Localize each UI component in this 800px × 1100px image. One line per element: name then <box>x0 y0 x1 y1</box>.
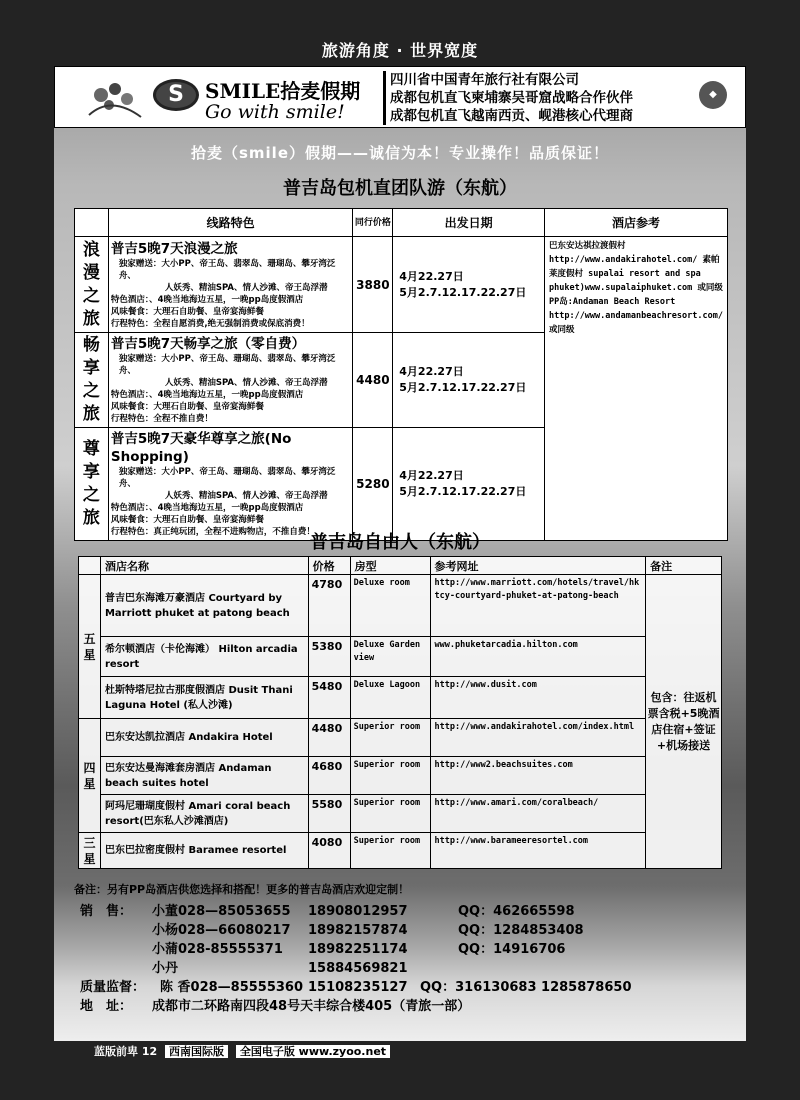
route-price: 4480 <box>353 333 393 428</box>
contact-row <box>80 902 632 921</box>
contact-qq: QQ：462665598 <box>458 904 575 919</box>
date-line: 4月22.27日 <box>399 269 464 283</box>
table-row <box>79 637 722 677</box>
contact-name: 小丹 <box>152 961 179 976</box>
contact-row <box>80 959 632 978</box>
ad-panel <box>54 66 746 1041</box>
hotel-url[interactable]: http://www.barameeresortel.com <box>430 833 646 869</box>
contact-row <box>80 940 632 959</box>
flower-decoration-icon <box>81 75 151 123</box>
contact-phone: 18908012957 <box>308 904 408 919</box>
room-type: Superior room <box>350 833 430 869</box>
star-category: 三星 <box>79 833 101 869</box>
contact-name: 小杨028—66080217 <box>152 923 291 938</box>
header-url: 参考网址 <box>430 557 646 575</box>
hotel-reference: 巴东安达祺拉渡假村 http://www.andakirahotel.com/ 素帕莱度假村 supalai resort and spa phuket)www.supalaiphuket.com 或同级 PP岛:Andaman Beach Resort http://www.andamanbeachresort.com/或同级 <box>544 237 727 541</box>
issue-label: 蓝版前卑 12 <box>94 1045 158 1058</box>
room-type: Superior room <box>350 719 430 757</box>
room-type: Deluxe room <box>350 575 430 637</box>
footer-note: 备注：另有PP岛酒店供您选择和搭配！更多的普吉岛酒店欢迎定制！ <box>74 883 410 896</box>
route-line: 独家赠送：大小PP、帝王岛、珊瑚岛、翡翠岛、攀牙湾泛舟、 <box>118 467 336 489</box>
hotel-price: 4480 <box>308 719 350 757</box>
contact-row <box>80 997 632 1016</box>
website-link[interactable]: 全国电子版 www.zyoo.net <box>236 1045 390 1058</box>
table-header-row <box>75 209 728 237</box>
contact-label: 销 售： <box>80 904 133 919</box>
room-type: Deluxe Lagoon <box>350 677 430 719</box>
hotel-price: 5380 <box>308 637 350 677</box>
contact-phone: 18982251174 <box>308 942 408 957</box>
route-dates <box>393 333 545 428</box>
brand-header <box>54 66 746 128</box>
contact-row <box>80 978 632 997</box>
hotel-url[interactable]: http://www.marriott.com/hotels/travel/hktcy-courtyard-phuket-at-patong-beach <box>430 575 646 637</box>
header-hotel-name: 酒店名称 <box>100 557 308 575</box>
hotel-name: 普吉巴东海滩万豪酒店 Courtyard by Marriott phuket at patong beach <box>100 575 308 637</box>
route-cell <box>108 237 353 333</box>
edition-box: 西南国际版 <box>165 1045 228 1058</box>
contact-phone: 15108235127 <box>308 980 408 995</box>
hotel-price: 4780 <box>308 575 350 637</box>
hotel-url[interactable]: http://www.andakirahotel.com/index.html <box>430 719 646 757</box>
hotel-name: 巴东安达曼海滩套房酒店 Andaman beach suites hotel <box>100 757 308 795</box>
top-banner: 旅游角度 · 世界宽度 <box>321 41 479 60</box>
date-line: 5月2.7.12.17.22.27日 <box>399 485 527 498</box>
route-category: 畅享之旅 <box>75 333 109 428</box>
hotel-price: 4080 <box>308 833 350 869</box>
route-line: 独家赠送：大小PP、帝王岛、珊瑚岛、翡翠岛、攀牙湾泛舟、 <box>118 354 336 376</box>
contact-name: 小蒲028-85555371 <box>152 942 283 957</box>
route-line: 风味餐食：大理石自助餐、皇帝宴海鲜餐 <box>110 402 264 412</box>
header-price: 价格 <box>308 557 350 575</box>
contact-name: 陈 香028—85555360 <box>160 980 304 995</box>
route-price: 3880 <box>353 237 393 333</box>
contact-qq: QQ：14916706 <box>458 942 566 957</box>
route-category: 浪漫之旅 <box>75 237 109 333</box>
date-line: 4月22.27日 <box>399 365 464 378</box>
route-cell <box>108 333 353 428</box>
route-dates <box>393 428 545 541</box>
company-info <box>390 71 633 125</box>
hotel-name: 阿玛尼珊瑚度假村 Amari coral beach resort(巴东私人沙滩酒店) <box>100 795 308 833</box>
room-type: Superior room <box>350 757 430 795</box>
date-line: 5月2.7.12.17.22.27日 <box>399 285 527 299</box>
promise-banner: 拾麦（smile）假期——诚信为本！专业操作！品质保证！ <box>190 144 610 162</box>
contact-label: 质量监督： <box>80 980 146 995</box>
charter-title: 普吉岛包机直团队游（东航） <box>283 178 517 199</box>
header-dates: 出发日期 <box>393 209 545 237</box>
hotel-url[interactable]: www.phuketarcadia.hilton.com <box>430 637 646 677</box>
contact-row <box>80 921 632 940</box>
company-line: 成都包机直飞柬埔寨吴哥窟战略合作伙伴 <box>390 90 633 106</box>
contact-name: 小董028—85053655 <box>152 904 291 919</box>
brand-slogan: Go with smile! <box>205 101 345 123</box>
date-line: 4月22.27日 <box>399 469 464 482</box>
hotel-name: 巴东巴拉密度假村 Baramee resortel <box>100 833 308 869</box>
date-line: 5月2.7.12.17.22.27日 <box>399 381 527 394</box>
hotel-price: 5580 <box>308 795 350 833</box>
hotel-price: 4680 <box>308 757 350 795</box>
logo-icon: S <box>153 79 199 111</box>
route-line: 人妖秀、精油SPA、情人沙滩、帝王岛浮潜 <box>164 378 328 388</box>
contact-label: 地 址： <box>80 999 133 1014</box>
table-row <box>75 237 728 333</box>
hotel-url[interactable]: http://www2.beachsuites.com <box>430 757 646 795</box>
hotel-name: 杜斯特塔尼拉古那度假酒店 Dusit Thani Laguna Hotel (私人沙滩) <box>100 677 308 719</box>
route-category: 尊享之旅 <box>75 428 109 541</box>
star-category: 五星 <box>79 575 101 719</box>
brand-name: SMILE拾麦假期 <box>205 79 361 103</box>
free-title: 普吉岛自由人（东航） <box>310 532 490 553</box>
route-price: 5280 <box>353 428 393 541</box>
table-row <box>79 795 722 833</box>
hotel-url[interactable]: http://www.amari.com/coralbeach/ <box>430 795 646 833</box>
table-row <box>79 719 722 757</box>
route-line: 行程特色：全程自愿消费,绝无强制消费或保底消费！ <box>110 318 310 329</box>
header-divider <box>383 71 386 125</box>
hotel-name: 希尔顿酒店（卡伦海滩） Hilton arcadia resort <box>100 637 308 677</box>
company-line: 四川省中国青年旅行社有限公司 <box>390 72 579 88</box>
route-cell <box>108 428 353 541</box>
header-route: 线路特色 <box>108 209 353 237</box>
route-dates <box>393 237 545 333</box>
table-row <box>79 677 722 719</box>
header-room: 房型 <box>350 557 430 575</box>
star-category: 四星 <box>79 719 101 833</box>
route-line: 特色酒店：、4晚当地海边五星，一晚pp岛度假酒店 <box>110 390 304 400</box>
contact-phone: 18982157874 <box>308 923 408 938</box>
contact-block <box>80 902 632 1016</box>
route-line: 行程特色：全程不推自费！ <box>110 414 213 424</box>
route-name: 普吉5晚7天浪漫之旅 <box>110 240 238 257</box>
header-note: 备注 <box>646 557 722 575</box>
table-row <box>79 757 722 795</box>
route-line: 人妖秀、精油SPA、情人沙滩、帝王岛浮潜 <box>164 282 328 293</box>
package-note: 包含：往返机票含税+5晚酒店住宿+签证+机场接送 <box>646 575 722 869</box>
hotel-url[interactable]: http://www.dusit.com <box>430 677 646 719</box>
room-type: Deluxe Garden view <box>350 637 430 677</box>
table-row <box>79 833 722 869</box>
header-blank <box>79 557 101 575</box>
table-header-row <box>79 557 722 575</box>
contact-qq: QQ：1284853408 <box>458 923 584 938</box>
header-price: 同行价格 <box>353 209 393 237</box>
charter-table <box>74 208 728 541</box>
route-line: 特色酒店：、4晚当地海边五星，一晚pp岛度假酒店 <box>110 503 304 513</box>
route-line: 风味餐食：大理石自助餐、皇帝宴海鲜餐 <box>110 515 264 525</box>
hotel-name: 巴东安达凯拉酒店 Andakira Hotel <box>100 719 308 757</box>
contact-qq: QQ：316130683 1285878650 <box>420 980 632 995</box>
route-line: 特色酒店：、4晚当地海边五星，一晚pp岛度假酒店 <box>110 294 304 305</box>
company-line: 成都包机直飞越南西贡、岘港核心代理商 <box>390 108 633 124</box>
table-row <box>79 575 722 637</box>
route-line: 行程特色：真正纯玩团，全程不进购物店，不推自费！ <box>110 527 315 537</box>
route-line: 风味餐食：大理石自助餐、皇帝宴海鲜餐 <box>110 306 264 317</box>
route-line: 独家赠送：大小PP、帝王岛、翡翠岛、珊瑚岛、攀牙湾泛舟、 <box>118 258 336 281</box>
header-blank <box>75 209 109 237</box>
hotel-price: 5480 <box>308 677 350 719</box>
route-name: 普吉5晚7天豪华尊享之旅(No Shopping) <box>110 431 292 465</box>
bottom-bar <box>94 1043 390 1061</box>
room-type: Superior room <box>350 795 430 833</box>
header-hotel: 酒店参考 <box>544 209 727 237</box>
free-table <box>78 556 722 869</box>
contact-phone: 15884569821 <box>308 961 408 976</box>
fish-logo-icon: ◆ <box>699 81 727 109</box>
route-name: 普吉5晚7天畅享之旅（零自费） <box>110 336 306 352</box>
route-line: 人妖秀、精油SPA、情人沙滩、帝王岛浮潜 <box>164 491 328 501</box>
contact-address: 成都市二环路南四段48号天丰综合楼405（青旅一部） <box>152 999 471 1014</box>
